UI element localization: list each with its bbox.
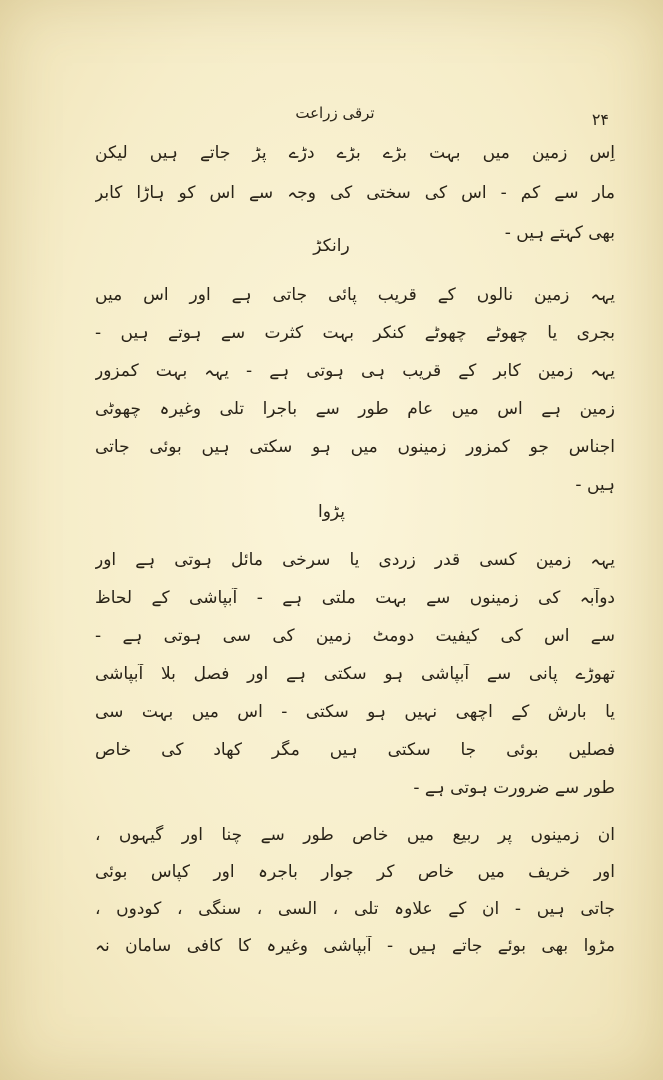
closing-paragraph [95,825,615,956]
page-number: ۲۴ [591,110,609,129]
text-line: یہہ زمین کابر کے قریب ہی ہوتی ہے - یہہ بہت کمزور [95,361,615,381]
text-line: یہہ زمین نالوں کے قریب پائی جاتی ہے اور اس میں [95,285,615,305]
text-line: بجری یا چھوٹے چھوٹے کنکر بہت کثرت سے ہوتے ہیں - [95,323,615,343]
text-line: دوآبہ کی زمینوں سے بہت ملتی ہے - آبپاشی کے لحاظ [95,588,615,608]
text-line: اجناس جو کمزور زمینوں میں ہو سکتی ہیں بوئی جاتی [95,437,615,457]
text-line: جاتی ہیں - ان کے علاوہ تلی ، السی ، سنگی ، کودوں ، [95,899,615,919]
text-line: ان زمینوں پر ربیع میں خاص طور سے چنا اور گیہوں ، [95,825,615,845]
text-line: بھی کہتے ہیں - [504,223,615,243]
parwa-paragraph [95,550,615,798]
text-line: طور سے ضرورت ہوتی ہے - [413,778,615,798]
text-line: مار سے کم - اس کی سختی کی وجہ سے اس کو ہاڑا کابر [95,183,615,203]
intro-paragraph [95,143,615,243]
page-header [0,100,663,140]
section-heading-rankar: رانکڑ [313,236,350,256]
section-heading-parwa: پڑوا [317,502,346,522]
text-line: زمین ہے اس میں عام طور سے باجرا تلی وغیرہ چھوٹی [95,399,615,419]
text-line: اِس زمین میں بہت بڑے بڑے دڑے پڑ جاتے ہیں لیکن [95,143,615,163]
text-line: یا بارش کے اچھی نہیں ہو سکتی - اس میں بہت سی [95,702,615,722]
text-line: سے اس کی کیفیت دومٹ زمین کی سی ہوتی ہے - [95,626,615,646]
text-line: تھوڑے پانی سے آبپاشی ہو سکتی ہے اور فصل بلا آبپاشی [95,664,615,684]
text-line: مڑوا بھی بوئے جاتے ہیں - آبپاشی وغیرہ کا کافی سامان نہ [95,936,615,956]
rankar-paragraph [95,285,615,495]
text-line: اور خریف میں خاص کر جوار باجرہ اور کپاس بوئی [95,862,615,882]
text-line: فصلیں بوئی جا سکتی ہیں مگر کھاد کی خاص [95,740,615,760]
running-title: ترقی زراعت [295,104,375,122]
text-line: یہہ زمین کسی قدر زردی یا سرخی مائل ہوتی ہے اور [95,550,615,570]
text-line: ہیں - [575,475,615,495]
